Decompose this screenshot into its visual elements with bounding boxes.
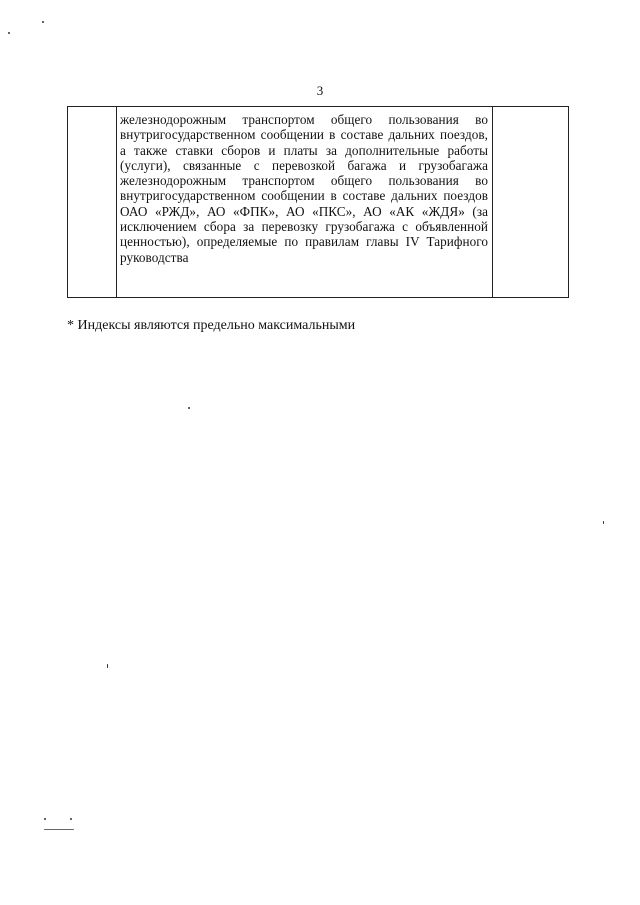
description-cell <box>117 107 493 298</box>
scan-speck <box>44 818 46 820</box>
scan-speck <box>70 818 72 820</box>
scan-speck <box>8 32 10 34</box>
page-number: 3 <box>316 83 324 98</box>
scan-speck <box>44 829 74 830</box>
footnote: * Индексы являются предельно максимальными <box>67 318 356 333</box>
scan-speck <box>603 521 604 524</box>
scan-speck <box>42 21 44 23</box>
index-cell <box>493 107 569 298</box>
description-text: железнодорожным транспортом общего пользования во внутригосударственном сообщении в составе дальних поездов, а также ставки сборов и платы за дополнительные работы (услуги), связанные с перевозкой багажа и грузобагажа железнодорожным транспортом общего пользования во внутригосударственном сообщении в составе дальних поездов ОАО «РЖД», АО «ФПК», АО «ПКС», АО «АК «ЖДЯ» (за исключением сбора за перевозку грузобагажа с объявленной ценностью), определяемые по правилам главы IV Тарифного руководства <box>120 112 488 265</box>
tariff-table <box>67 106 569 298</box>
scan-speck <box>188 407 190 409</box>
row-number-cell <box>68 107 117 298</box>
scan-speck <box>107 664 108 668</box>
table-row <box>68 107 569 298</box>
